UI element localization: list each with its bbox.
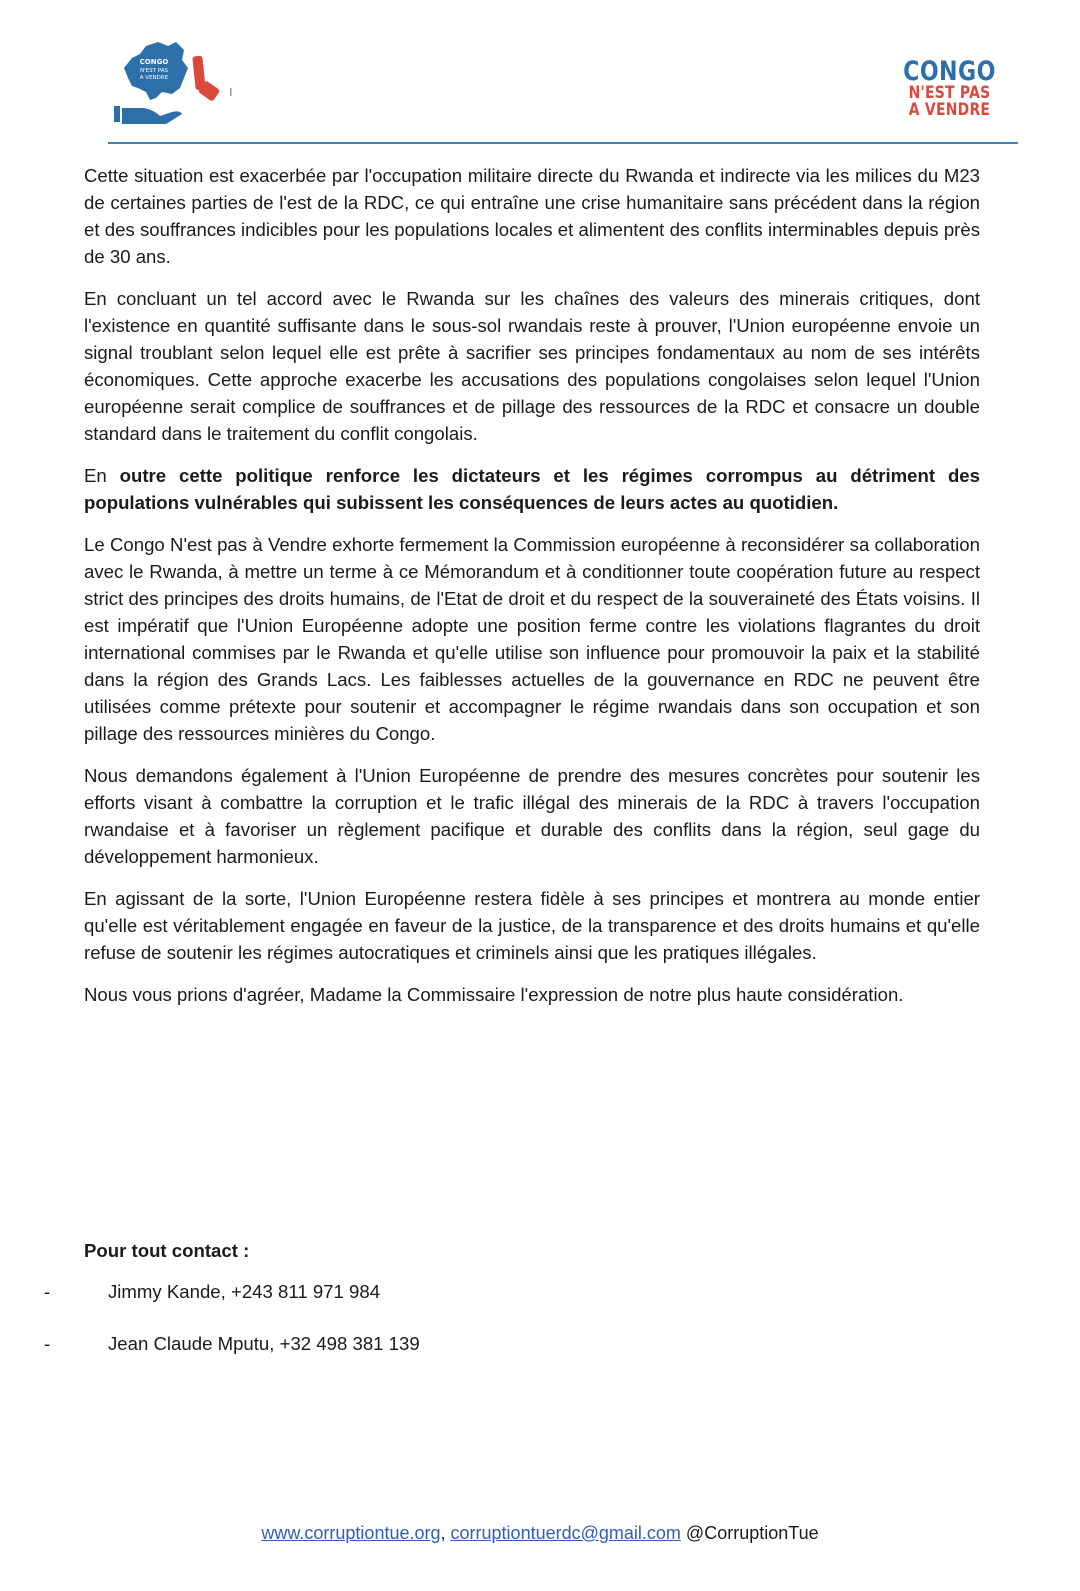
page-footer [0,1523,1080,1544]
svg-text:CONGO: CONGO [139,58,169,66]
paragraph-lead: En [84,465,120,486]
paragraph: En agissant de la sorte, l'Union Européenne restera fidèle à ses principes et montrera au monde entier qu'elle est véritablement engagée en faveur de la justice, de la transparence et des droits humains et qu'elle refuse de soutenir les régimes autocratiques et criminels ainsi que les pratiques illégales. [84,888,980,963]
letter-body [84,162,980,1023]
website-link[interactable]: www.corruptiontue.org [261,1523,441,1543]
header-divider [108,142,1018,144]
svg-text:N'EST PAS: N'EST PAS [140,68,168,74]
paragraph-emphasis [84,462,980,516]
congo-map-logo-icon [110,28,250,128]
footer-separator: , [440,1523,446,1543]
brand-line-3: A VENDRE [908,100,991,120]
list-dash: - [44,1281,51,1302]
email-link[interactable]: corruptiontuerdc@gmail.com [450,1523,681,1543]
social-handle: @CorruptionTue [685,1523,819,1543]
paragraph: En concluant un tel accord avec le Rwanda sur les chaînes des valeurs des minerais critiques, dont l'existence en quantité suffisante dans le sous-sol rwandais reste à prouver, l'Union européenne envoie un signal troublant selon lequel elle est prête à sacrifier ses principes fondamentaux au nom de ses intérêts économiques. Cette approche exacerbe les accusations des populations congolaises selon lequel l'Union européenne serait complice de souffrances et de pillage des ressources de la RDC et consacre un double standard dans le traitement du conflit congolais. [84,288,980,444]
paragraph-closing: Nous vous prions d'agréer, Madame la Commissaire l'expression de notre plus haute considération. [84,984,904,1005]
paragraph: Nous demandons également à l'Union Européenne de prendre des mesures concrètes pour soutenir les efforts visant à combattre la corruption et le trafic illégal des minerais de la RDC à travers l'occupation rwandaise et à favoriser un règlement pacifique et durable des conflits dans la région, seul gage du développement harmonieux. [84,765,980,867]
paragraph: Cette situation est exacerbée par l'occupation militaire directe du Rwanda et indirecte via les milices du M23 de certaines parties de l'est de la RDC, ce qui entraîne une crise humanitaire sans précédent dans la région et des souffrances indicibles pour les populations locales et alimentent des conflits interminables depuis près de 30 ans. [84,165,980,267]
contact-text: Jimmy Kande, +243 811 971 984 [108,1281,381,1302]
paragraph: Le Congo N'est pas à Vendre exhorte fermement la Commission européenne à reconsidérer sa collaboration avec le Rwanda, à mettre un terme à ce Mémorandum et à conditionner toute coopération future au respect strict des principes des droits humains, de l'Etat de droit et du respect de la souveraineté des États voisins. Il est impératif que l'Union Européenne adopte une position ferme contre les violations flagrantes du droit international commises par le Rwanda et qu'elle utilise son influence pour promouvoir la paix et la stabilité dans la région des Grands Lacs. Les faiblesses actuelles de la gouvernance en RDC ne peuvent être utilisées comme prétexte pour soutenir et accompagner le régime rwandais dans son occupation et son pillage des ressources minières du Congo. [84,534,980,744]
svg-text:A VENDRE: A VENDRE [139,75,169,81]
organization-logo [110,28,250,128]
brand-line-2: N'EST PAS [908,83,991,103]
brand-line-1: CONGO [903,56,996,87]
paragraph-bold-text: outre cette politique renforce les dictateurs et les régimes corrompus au détriment des populations vulnérables qui subissent les conséquences de leurs actes au quotidien. [84,465,980,513]
contact-text: Jean Claude Mputu, +32 498 381 139 [108,1333,420,1354]
contact-heading: Pour tout contact : [84,1240,250,1261]
brand-wordmark [893,58,1006,119]
list-dash: - [44,1333,51,1354]
